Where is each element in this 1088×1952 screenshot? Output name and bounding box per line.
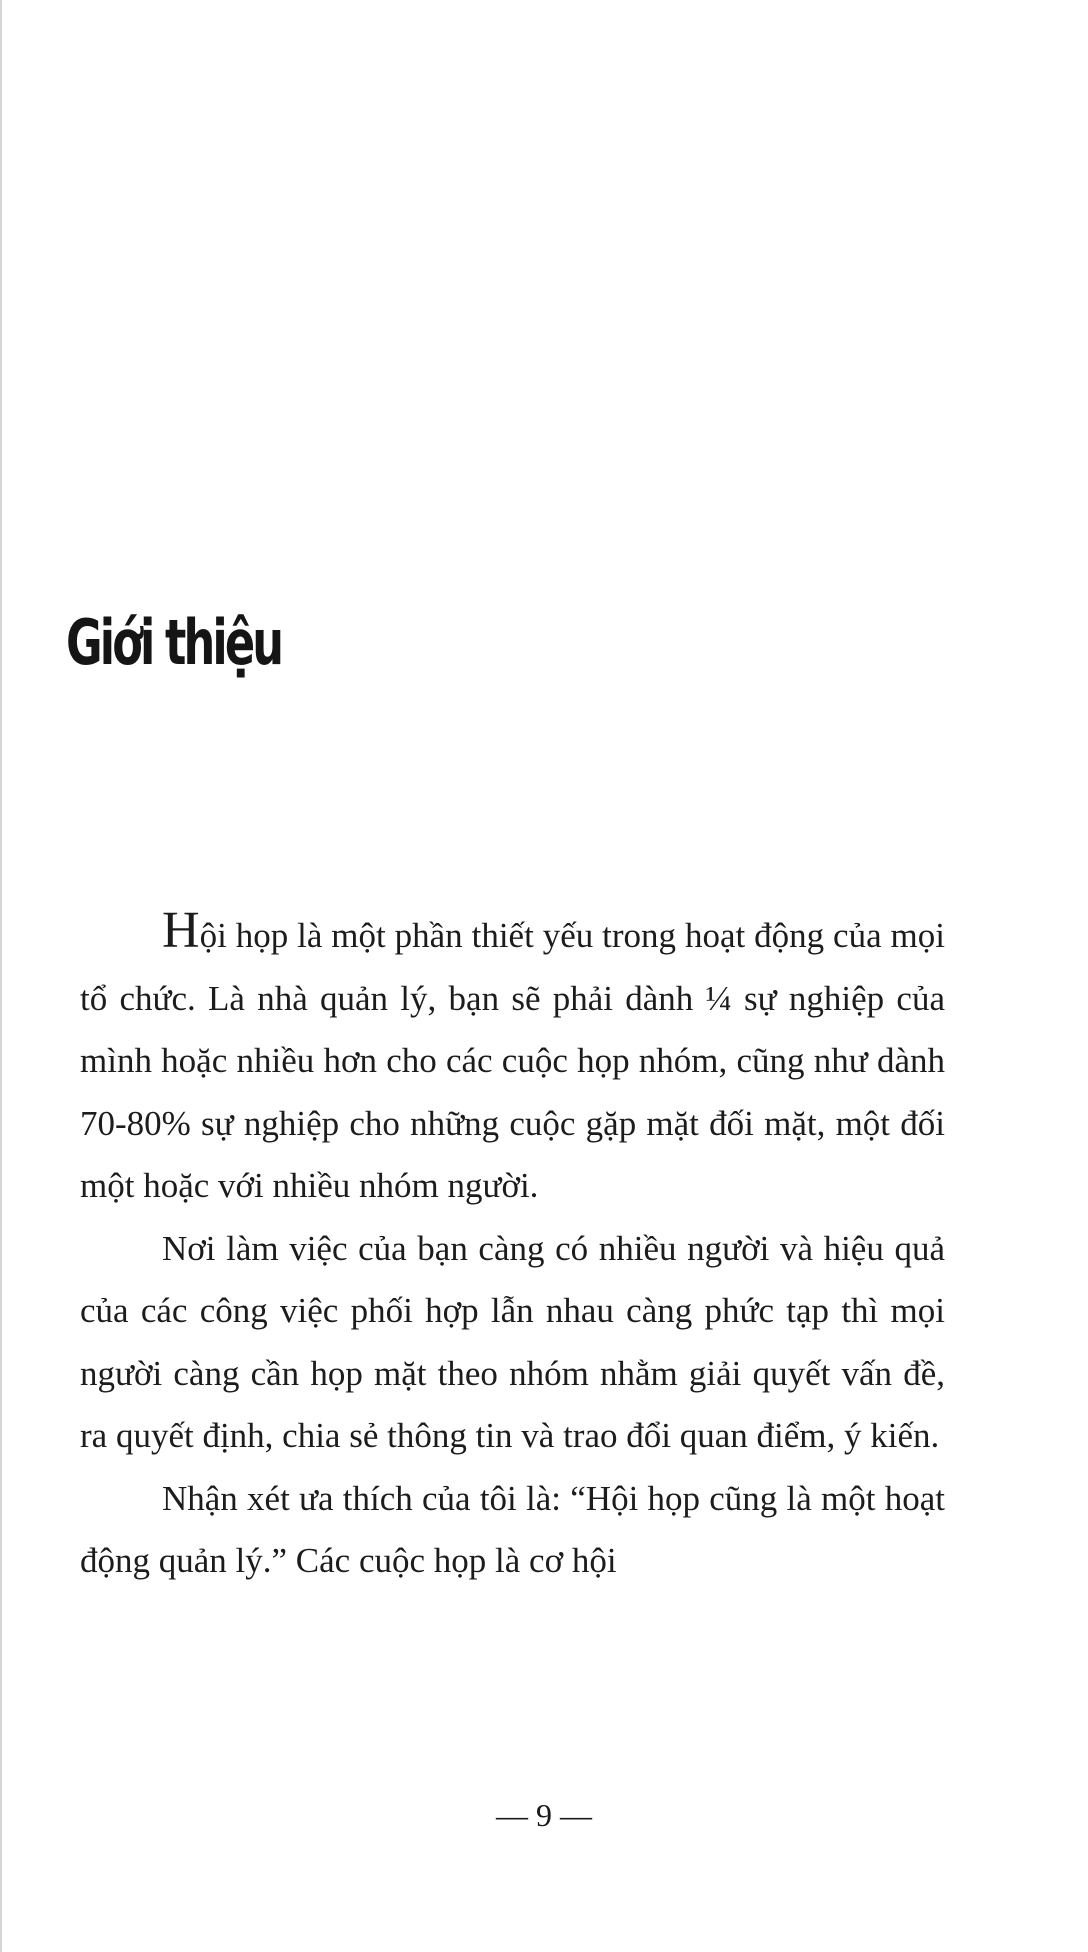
paragraph-1 <box>80 902 945 1218</box>
paragraph-3: Nhận xét ưa thích của tôi là: “Hội họp cũng là một hoạt động quản lý.” Các cuộc họp là cơ hội <box>80 1478 945 1580</box>
drop-cap-letter: H <box>162 902 200 959</box>
page-edge <box>0 0 2 1952</box>
chapter-body <box>80 902 945 1593</box>
chapter-title: Giới thiệu <box>66 606 282 679</box>
paragraph-2: Nơi làm việc của bạn càng có nhiều người và hiệu quả của các công việc phối hợp lẫn nhau càng phức tạp thì mọi người càng cần họp mặt theo nhóm nhằm giải quyết vấn đề, ra quyết định, chia sẻ thông tin và trao đổi quan điểm, ý kiến. <box>80 1228 945 1455</box>
paragraph-1-text: ội họp là một phần thiết yếu trong hoạt động của mọi tổ chức. Là nhà quản lý, bạn sẽ phải dành ¼ sự nghiệp của mình hoặc nhiều hơn cho các cuộc họp nhóm, cũng như dành 70-80% sự nghiệp cho những cuộc gặp mặt đối mặt, một đối một hoặc với nhiều nhóm người. <box>80 916 945 1205</box>
page-number: — 9 — <box>496 1797 592 1833</box>
